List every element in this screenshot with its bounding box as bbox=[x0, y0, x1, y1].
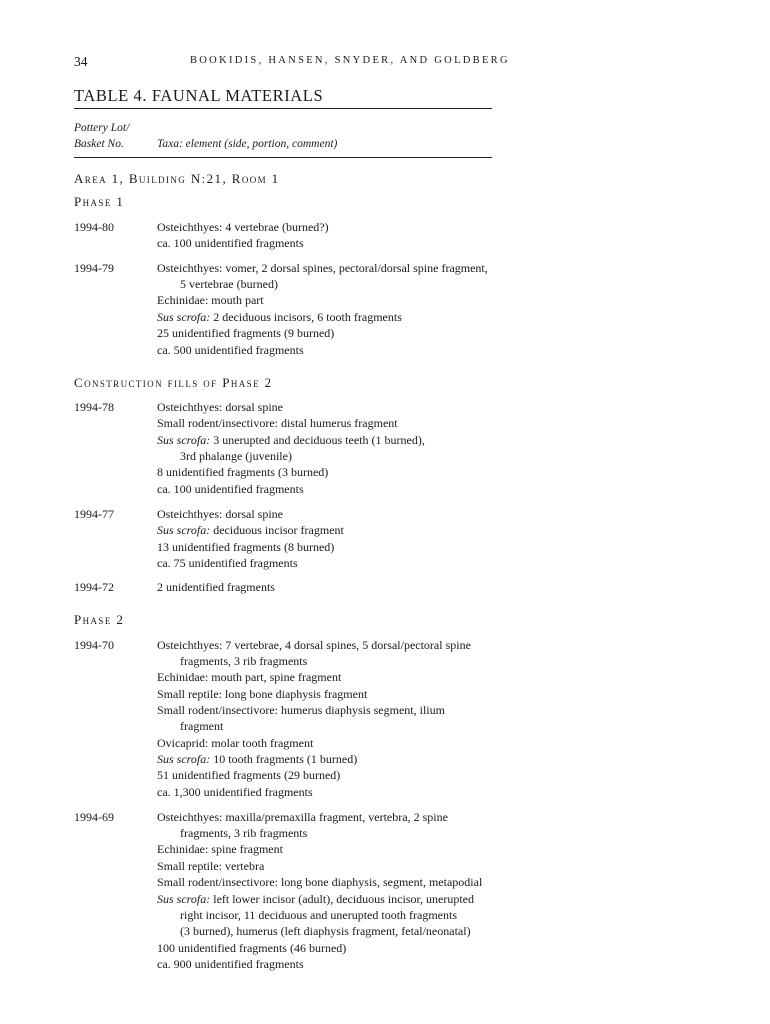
entry-text: deciduous incisor fragment bbox=[210, 523, 344, 537]
taxon-name: Sus scrofa: bbox=[157, 752, 211, 766]
entry-line: ca. 900 unidentified fragments bbox=[157, 957, 304, 971]
entry-line: Osteichthyes: 4 vertebrae (burned?) bbox=[157, 220, 329, 234]
entry-line: Echinidae: mouth part bbox=[157, 293, 264, 307]
section-heading-area: Area 1, Building N:21, Room 1 bbox=[74, 171, 280, 186]
section-heading-phase1: Phase 1 bbox=[74, 194, 125, 209]
entry-line: Echinidae: mouth part, spine fragment bbox=[157, 670, 342, 684]
entry-line: Small rodent/insectivore: humerus diaphysis segment, ilium bbox=[157, 703, 445, 717]
page-number: 34 bbox=[74, 54, 88, 69]
entry-text: 2 deciduous incisors, 6 tooth fragments bbox=[210, 310, 402, 324]
section-heading-construction: Construction fills of Phase 2 bbox=[74, 375, 273, 390]
taxon-name: Sus scrofa: bbox=[157, 310, 211, 324]
entry-line: Osteichthyes: vomer, 2 dorsal spines, pectoral/dorsal spine fragment, bbox=[157, 261, 488, 275]
entry-line: ca. 75 unidentified fragments bbox=[157, 556, 298, 570]
entry-line: ca. 100 unidentified fragments bbox=[157, 236, 304, 250]
column-header-taxa: Taxa: element (side, portion, comment) bbox=[157, 138, 338, 150]
entry-line: 2 unidentified fragments bbox=[157, 580, 275, 594]
header-rule bbox=[74, 157, 492, 158]
entry-line: Osteichthyes: 7 vertebrae, 4 dorsal spines, 5 dorsal/pectoral spine bbox=[157, 638, 471, 652]
entry-line: Small rodent/insectivore: long bone diaphysis, segment, metapodial bbox=[157, 875, 483, 889]
table-title: TABLE 4. FAUNAL MATERIALS bbox=[74, 86, 324, 105]
entry-line: fragments, 3 rib fragments bbox=[180, 826, 308, 840]
entry-line: 100 unidentified fragments (46 burned) bbox=[157, 941, 347, 955]
entry-line: 8 unidentified fragments (3 burned) bbox=[157, 465, 329, 479]
lot-number: 1994-77 bbox=[74, 507, 114, 521]
entry-line bbox=[157, 892, 474, 907]
entry-line: Ovicaprid: molar tooth fragment bbox=[157, 736, 314, 750]
entry-line: Small reptile: vertebra bbox=[157, 859, 265, 873]
lot-number: 1994-70 bbox=[74, 638, 114, 652]
lot-number: 1994-78 bbox=[74, 400, 114, 414]
entry-line: fragments, 3 rib fragments bbox=[180, 654, 308, 668]
lot-number: 1994-69 bbox=[74, 810, 114, 824]
entry-line: Osteichthyes: maxilla/premaxilla fragment, vertebra, 2 spine bbox=[157, 810, 448, 824]
entry-line: 5 vertebrae (burned) bbox=[180, 277, 278, 291]
lot-number: 1994-80 bbox=[74, 220, 114, 234]
entry-line: ca. 100 unidentified fragments bbox=[157, 482, 304, 496]
section-heading-phase2: Phase 2 bbox=[74, 612, 125, 627]
entry-line bbox=[157, 752, 357, 767]
taxon-name: Sus scrofa: bbox=[157, 523, 211, 537]
entry-text: left lower incisor (adult), deciduous incisor, unerupted bbox=[210, 892, 475, 906]
entry-line bbox=[157, 433, 425, 448]
entry-text: 10 tooth fragments (1 burned) bbox=[210, 752, 358, 766]
taxon-name: Sus scrofa: bbox=[157, 892, 211, 906]
entry-line: 13 unidentified fragments (8 burned) bbox=[157, 540, 335, 554]
running-head: BOOKIDIS, HANSEN, SNYDER, AND GOLDBERG bbox=[190, 55, 510, 66]
entry-line: ca. 1,300 unidentified fragments bbox=[157, 785, 313, 799]
entry-line: (3 burned), humerus (left diaphysis fragment, fetal/neonatal) bbox=[180, 924, 471, 938]
entry-line: Small reptile: long bone diaphysis fragment bbox=[157, 687, 368, 701]
entry-line bbox=[157, 523, 344, 538]
entry-line: Echinidae: spine fragment bbox=[157, 842, 283, 856]
entry-line: right incisor, 11 deciduous and unerupted tooth fragments bbox=[180, 908, 458, 922]
entry-line: 3rd phalange (juvenile) bbox=[180, 449, 292, 463]
entry-line: Osteichthyes: dorsal spine bbox=[157, 507, 283, 521]
lot-number: 1994-79 bbox=[74, 261, 114, 275]
entry-line: 51 unidentified fragments (29 burned) bbox=[157, 768, 341, 782]
entry-line: fragment bbox=[180, 719, 224, 733]
lot-number: 1994-72 bbox=[74, 580, 114, 594]
column-header-lot: Pottery Lot/ bbox=[74, 122, 130, 134]
column-header-basket: Basket No. bbox=[74, 138, 124, 150]
entry-line bbox=[157, 310, 402, 325]
entry-text: 3 unerupted and deciduous teeth (1 burned), bbox=[210, 433, 425, 447]
entry-line: Osteichthyes: dorsal spine bbox=[157, 400, 283, 414]
title-rule bbox=[74, 108, 492, 109]
entry-line: Small rodent/insectivore: distal humerus fragment bbox=[157, 416, 398, 430]
entry-line: ca. 500 unidentified fragments bbox=[157, 343, 304, 357]
entry-line: 25 unidentified fragments (9 burned) bbox=[157, 326, 335, 340]
taxon-name: Sus scrofa: bbox=[157, 433, 211, 447]
